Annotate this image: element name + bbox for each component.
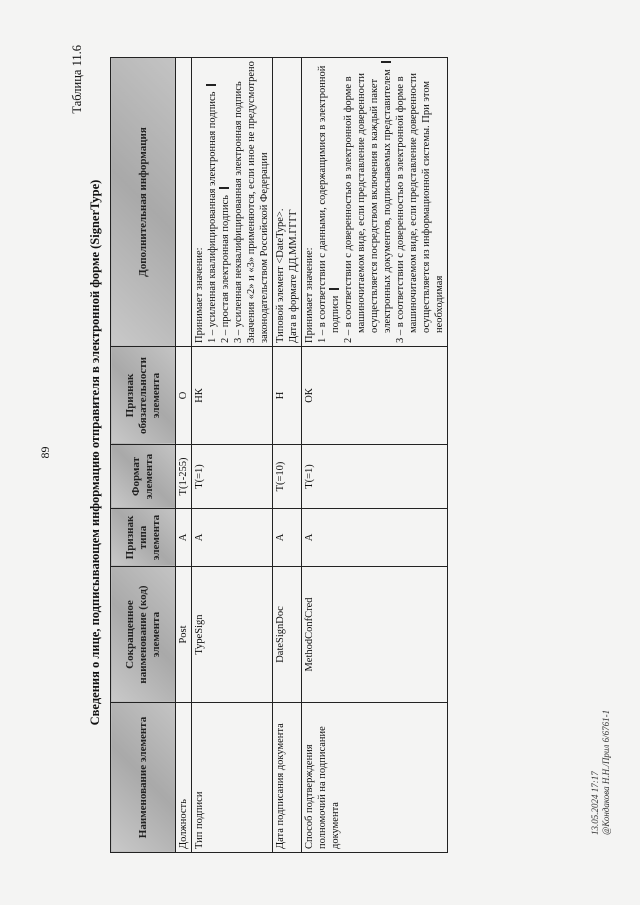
cell-code: DateSignDoc xyxy=(273,567,302,703)
cell-format: T(=1) xyxy=(302,445,448,509)
info-line: 3 – усиленная неквалифицированная электронная подпись xyxy=(233,81,244,343)
info-line xyxy=(316,61,342,343)
cell-code: MethodConfCred xyxy=(302,567,448,703)
info-line: 3 – в соответствии с доверенностью в электронной форме в машиночитаемом виде, если представление доверенности осуществляется из информационной системы. При этом необходимая xyxy=(395,72,445,343)
table-row xyxy=(192,58,273,853)
cell-format: T(=10) xyxy=(273,445,302,509)
edit-mark xyxy=(206,84,216,86)
header-element-format: Формат элемента xyxy=(111,445,176,509)
info-line: Дата в формате ДД.ММ.ГГГГ xyxy=(288,209,299,343)
header-element-type: Признак типа элемента xyxy=(111,509,176,567)
info-line-text: 2 – простая электронная подпись xyxy=(220,195,231,343)
cell-name: Должность xyxy=(176,703,192,853)
info-line-text: 2 – в соответствии с доверенностью в электронной форме в машиночитаемом виде, если представление доверенности осуществляется посредством включения в каждый пакет электронных документов, подписываемых представителем xyxy=(343,69,393,343)
cell-info xyxy=(302,58,448,347)
table-label: Таблица 11.6 xyxy=(70,45,84,114)
info-line xyxy=(219,61,232,343)
stamp-author: @Кондакова Н.Н./Прил 6/6761-1 xyxy=(601,709,611,835)
signer-type-table xyxy=(110,57,448,853)
info-line: Значения «2» и «3» применяются, если иное не предусмотрено законодательством Российской Федерации xyxy=(246,61,270,343)
edit-mark xyxy=(219,187,229,189)
table-header-row xyxy=(111,58,176,853)
cell-info xyxy=(192,58,273,347)
cell-type: А xyxy=(176,509,192,567)
cell-code: Post xyxy=(176,567,192,703)
page-number: 89 xyxy=(38,446,52,459)
info-line xyxy=(206,61,219,343)
table-row xyxy=(176,58,192,853)
info-line-text: 1 – усиленная квалифицированная электронная подпись xyxy=(207,91,218,343)
info-line: Принимает значение: xyxy=(194,247,205,343)
cell-type: А xyxy=(273,509,302,567)
cell-type: А xyxy=(192,509,273,567)
cell-type: А xyxy=(302,509,448,567)
cell-required: НК xyxy=(192,347,273,445)
header-element-required: Признак обязательности элемента xyxy=(111,347,176,445)
cell-code: TypeSign xyxy=(192,567,273,703)
table-title: Сведения о лице, подписывающем информацию отправителя в электронной форме (SignerType) xyxy=(88,179,102,726)
header-element-name: Наименование элемента xyxy=(111,703,176,853)
info-line: Принимает значение: xyxy=(304,247,315,343)
cell-info xyxy=(273,58,302,347)
info-line-text: 1 – в соответствии с данными, содержащимися в электронной подписи xyxy=(317,65,341,343)
header-additional-info: Дополнительная информация xyxy=(111,58,176,347)
table-row xyxy=(302,58,448,853)
info-line: Типовой элемент <DateType>. xyxy=(275,208,286,343)
cell-format: T(1-255) xyxy=(176,445,192,509)
cell-info xyxy=(176,58,192,347)
cell-format: T(=1) xyxy=(192,445,273,509)
stamp-date: 13.05.2024 17:17 xyxy=(590,771,600,835)
document-stamp xyxy=(590,710,612,835)
edit-mark xyxy=(381,61,391,63)
header-element-code: Сокращенное наименование (код) элемента xyxy=(111,567,176,703)
cell-required: О xyxy=(176,347,192,445)
cell-required: Н xyxy=(273,347,302,445)
table-row xyxy=(273,58,302,853)
edit-mark xyxy=(329,288,339,290)
cell-required: ОК xyxy=(302,347,448,445)
cell-name: Дата подписания документа xyxy=(273,703,302,853)
info-line xyxy=(342,61,394,343)
cell-name: Способ подтверждения полномочий на подписание документа xyxy=(302,703,448,853)
cell-name: Тип подписи xyxy=(192,703,273,853)
